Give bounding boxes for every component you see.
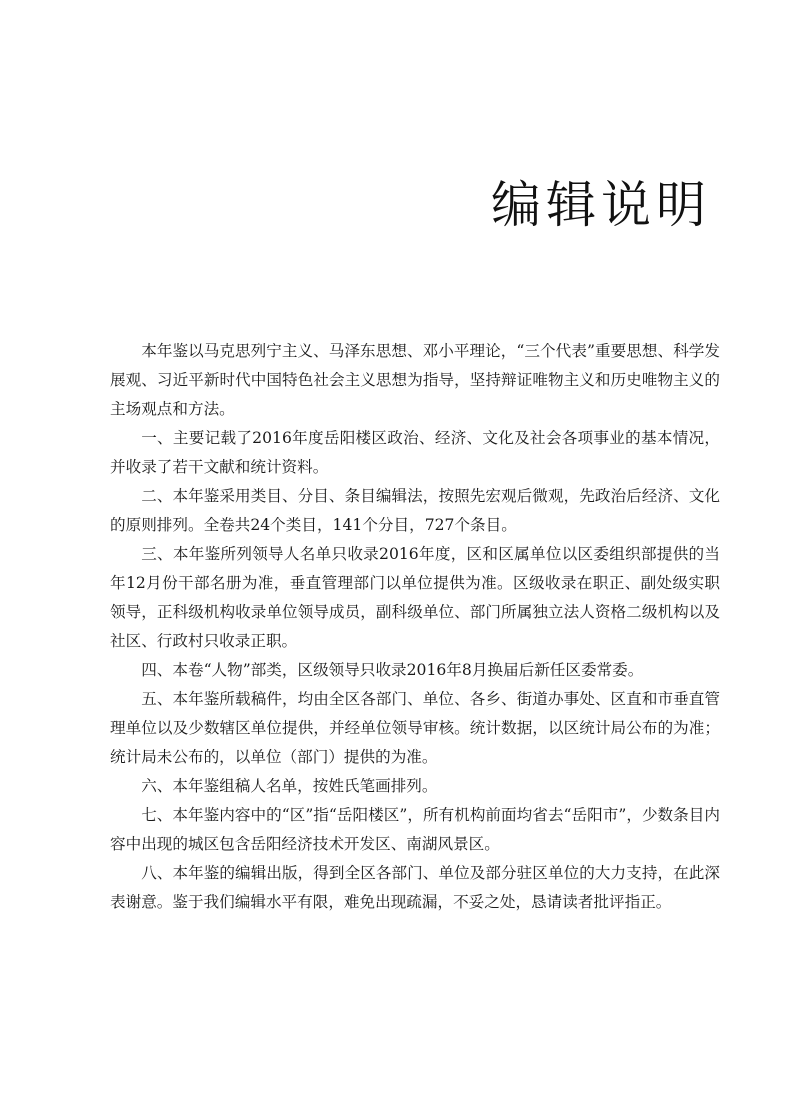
paragraph-sources: 五、本年鉴所载稿件，均由全区各部门、单位、各乡、街道办事处、区直和市垂直管理单位以及少数辖区单位提供，并经单位领导审核。统计数据，以区统计局公布的为准；统计局未公布的，以单位（部门）提供的为准。 xyxy=(110,690,720,766)
page-title: 编辑说明 xyxy=(491,176,711,234)
paragraph-guiding-principles: 本年鉴以马克思列宁主义、马泽东思想、邓小平理论，“三个代表”重要思想、科学发展观、习近平新时代中国特色社会主义思想为指导，坚持辩证唯物主义和历史唯物主义的主场观点和方法。 xyxy=(110,342,720,418)
paragraph-people-section: 四、本卷“人物”部类，区级领导只收录2016年8月换届后新任区委常委。 xyxy=(141,661,644,679)
editorial-notes xyxy=(110,337,720,917)
paragraph-contributors: 六、本年鉴组稿人名单，按姓氏笔画排列。 xyxy=(141,777,438,795)
paragraph-terminology: 七、本年鉴内容中的“区”指“岳阳楼区”，所有机构前面均省去“岳阳市”，少数条目内容中出现的城区包含岳阳经济技术开发区、南湖风景区。 xyxy=(110,806,720,853)
paragraph-content-scope: 一、主要记载了2016年度岳阳楼区政治、经济、文化及社会各项事业的基本情况，并收录了若干文献和统计资料。 xyxy=(110,429,720,476)
paragraph-leadership-list: 三、本年鉴所列领导人名单只收录2016年度，区和区属单位以区委组织部提供的当年12月份干部名册为准，垂直管理部门以单位提供为准。区级收录在职正、副处级实职领导，正科级机构收录单位领导成员，副科级单位、部门所属独立法人资格二级机构以及社区、行政村只收录正职。 xyxy=(110,545,720,650)
paragraph-acknowledgements: 八、本年鉴的编辑出版，得到全区各部门、单位及部分驻区单位的大力支持，在此深表谢意。鉴于我们编辑水平有限，难免出现疏漏，不妥之处，恳请读者批评指正。 xyxy=(110,864,720,911)
paragraph-structure: 二、本年鉴采用类目、分目、条目编辑法，按照先宏观后微观，先政治后经济、文化的原则排列。全卷共24个类目，141个分目，727个条目。 xyxy=(110,487,720,534)
